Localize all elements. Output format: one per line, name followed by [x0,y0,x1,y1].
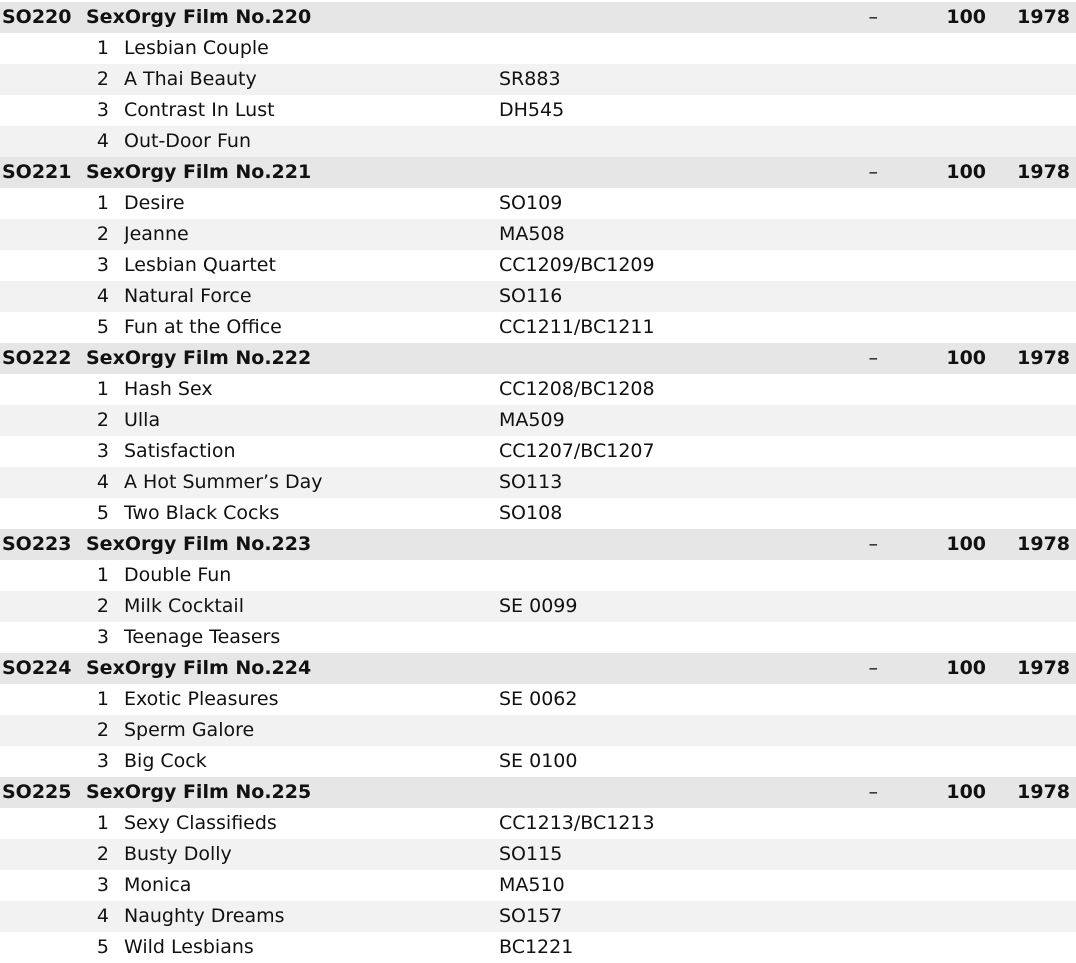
scene-code-spacer [0,808,86,839]
film-row [0,529,1076,560]
scene-code-spacer [0,312,86,343]
scene-reference: CC1213/BC1213 [499,812,655,834]
scene-code-spacer [0,126,86,157]
scene-spacer-minutes [886,33,986,64]
scene-spacer-dash [834,560,886,591]
scene-reference: SO113 [499,467,834,498]
scene-spacer-minutes [886,467,986,498]
scene-title: Big Cock [124,750,207,772]
scene-spacer-year [986,188,1076,219]
scene-spacer-minutes [886,932,986,963]
scene-row [0,312,1076,343]
scene-code-spacer [0,95,86,126]
scene-reference [499,560,834,591]
scene-reference: DH545 [499,99,565,121]
scene-reference: SE 0100 [499,750,578,772]
film-year: 1978 [986,2,1076,33]
scene-spacer-minutes [886,126,986,157]
film-dash: – [834,777,886,808]
scene-row [0,95,1076,126]
scene-spacer-dash [834,374,886,405]
scene-row [0,467,1076,498]
scene-title: Hash Sex [124,378,213,400]
scene-title: Monica [124,874,192,896]
scene-spacer-year [986,591,1076,622]
scene-code-spacer [0,684,86,715]
scene-spacer-dash [834,808,886,839]
scene-code-spacer [0,250,86,281]
scene-row [0,374,1076,405]
film-minutes: 100 [886,777,986,808]
film-code: SO223 [0,529,86,560]
scene-number: 2 [86,219,124,250]
scene-title: Satisfaction [124,440,236,462]
scene-row [0,808,1076,839]
film-row [0,653,1076,684]
film-year: 1978 [986,529,1076,560]
film-code: SO224 [0,653,86,684]
scene-spacer-dash [834,33,886,64]
scene-number: 2 [86,715,124,746]
scene-spacer-minutes [886,622,986,653]
film-row [0,343,1076,374]
scene-number: 1 [96,688,109,710]
scene-code-spacer [0,219,86,250]
scene-reference [499,622,834,653]
scene-reference: MA508 [499,219,834,250]
scene-spacer-year [986,436,1076,467]
film-dash: – [834,529,886,560]
scene-spacer-year [986,95,1076,126]
film-code: SO220 [0,2,86,33]
scene-reference [499,33,834,64]
scene-reference: BC1221 [499,936,574,958]
scene-code-spacer [0,498,86,529]
scene-spacer-minutes [886,870,986,901]
scene-spacer-minutes [886,901,986,932]
film-year: 1978 [986,343,1076,374]
film-row [0,157,1076,188]
scene-spacer-minutes [886,405,986,436]
film-minutes: 100 [886,653,986,684]
film-minutes: 100 [886,343,986,374]
scene-spacer-year [986,932,1076,963]
scene-row [0,901,1076,932]
scene-spacer-year [986,281,1076,312]
scene-title: Lesbian Quartet [124,254,276,276]
scene-spacer-minutes [886,188,986,219]
scene-reference: MA510 [499,874,565,896]
scene-spacer-dash [834,312,886,343]
film-title: SexOrgy Film No.225 [86,777,834,808]
scene-spacer-year [986,808,1076,839]
film-code: SO225 [0,777,86,808]
scene-spacer-minutes [886,591,986,622]
film-minutes: 100 [886,2,986,33]
scene-spacer-dash [834,219,886,250]
film-dash: – [834,343,886,374]
scene-number: 4 [86,281,124,312]
scene-spacer-minutes [886,312,986,343]
film-title: SexOrgy Film No.221 [86,157,834,188]
scene-reference: CC1211/BC1211 [499,316,655,338]
scene-spacer-year [986,870,1076,901]
scene-spacer-dash [834,746,886,777]
scene-code-spacer [0,374,86,405]
scene-title: Wild Lesbians [124,936,254,958]
scene-reference: CC1208/BC1208 [499,378,655,400]
scene-title: Sperm Galore [124,715,499,746]
scene-spacer-dash [834,64,886,95]
scene-row [0,436,1076,467]
scene-spacer-minutes [886,281,986,312]
scene-number: 3 [96,626,109,648]
scene-row [0,684,1076,715]
scene-title: Out-Door Fun [124,126,499,157]
scene-spacer-dash [834,715,886,746]
scene-title: Desire [124,192,185,214]
scene-reference: MA509 [499,405,834,436]
scene-number: 1 [96,192,109,214]
scene-spacer-dash [834,405,886,436]
scene-row [0,498,1076,529]
scene-title: Milk Cocktail [124,591,499,622]
scene-reference [499,715,834,746]
scene-spacer-year [986,126,1076,157]
film-title: SexOrgy Film No.224 [86,653,834,684]
scene-code-spacer [0,467,86,498]
scene-spacer-year [986,560,1076,591]
scene-spacer-year [986,374,1076,405]
scene-number: 2 [86,64,124,95]
scene-spacer-year [986,839,1076,870]
scene-number: 4 [86,126,124,157]
scene-row [0,405,1076,436]
film-code: SO221 [0,157,86,188]
scene-reference: SE 0099 [499,591,834,622]
scene-spacer-year [986,467,1076,498]
scene-spacer-dash [834,591,886,622]
scene-row [0,281,1076,312]
film-catalog-table [0,2,1076,963]
scene-number: 3 [96,254,109,276]
scene-title: Sexy Classifieds [124,812,277,834]
scene-title: Exotic Pleasures [124,688,279,710]
scene-reference: CC1209/BC1209 [499,254,655,276]
film-title: SexOrgy Film No.220 [86,2,834,33]
scene-row [0,64,1076,95]
film-dash: – [834,653,886,684]
scene-row [0,746,1076,777]
scene-spacer-dash [834,436,886,467]
scene-reference: SO115 [499,839,834,870]
scene-spacer-minutes [886,684,986,715]
film-minutes: 100 [886,529,986,560]
scene-title: A Hot Summer’s Day [124,467,499,498]
scene-spacer-minutes [886,746,986,777]
scene-title: Jeanne [124,219,499,250]
scene-code-spacer [0,560,86,591]
scene-spacer-year [986,405,1076,436]
scene-code-spacer [0,839,86,870]
scene-spacer-dash [834,250,886,281]
scene-spacer-dash [834,622,886,653]
scene-number: 5 [96,502,109,524]
scene-number: 5 [96,316,109,338]
scene-spacer-minutes [886,374,986,405]
scene-spacer-dash [834,95,886,126]
scene-spacer-year [986,312,1076,343]
scene-title: Natural Force [124,281,499,312]
scene-title: Ulla [124,405,499,436]
scene-spacer-minutes [886,715,986,746]
scene-row [0,560,1076,591]
scene-spacer-minutes [886,808,986,839]
scene-title: Two Black Cocks [124,502,280,524]
scene-row [0,839,1076,870]
film-row [0,777,1076,808]
scene-row [0,33,1076,64]
scene-spacer-minutes [886,219,986,250]
scene-code-spacer [0,901,86,932]
scene-spacer-year [986,64,1076,95]
scene-number: 1 [96,812,109,834]
scene-code-spacer [0,405,86,436]
scene-spacer-year [986,219,1076,250]
scene-code-spacer [0,188,86,219]
scene-row [0,715,1076,746]
scene-code-spacer [0,591,86,622]
scene-spacer-year [986,33,1076,64]
scene-title: Contrast In Lust [124,99,275,121]
scene-spacer-year [986,498,1076,529]
scene-reference: SE 0062 [499,688,578,710]
scene-reference: SO108 [499,502,563,524]
scene-row [0,250,1076,281]
scene-title: Busty Dolly [124,839,499,870]
scene-reference: SO157 [499,901,834,932]
scene-row [0,870,1076,901]
scene-code-spacer [0,436,86,467]
scene-code-spacer [0,64,86,95]
scene-number: 1 [96,564,109,586]
film-dash: – [834,157,886,188]
scene-number: 3 [96,440,109,462]
scene-spacer-minutes [886,250,986,281]
scene-title: Fun at the Office [124,316,282,338]
scene-number: 5 [96,936,109,958]
scene-title: Lesbian Couple [124,37,269,59]
scene-number: 2 [86,839,124,870]
scene-spacer-dash [834,839,886,870]
scene-reference: CC1207/BC1207 [499,440,655,462]
scene-code-spacer [0,33,86,64]
scene-row [0,591,1076,622]
scene-spacer-dash [834,188,886,219]
scene-code-spacer [0,746,86,777]
scene-title: Double Fun [124,564,232,586]
scene-spacer-minutes [886,560,986,591]
film-code: SO222 [0,343,86,374]
scene-spacer-year [986,684,1076,715]
scene-row [0,622,1076,653]
film-title: SexOrgy Film No.222 [86,343,834,374]
film-minutes: 100 [886,157,986,188]
scene-spacer-dash [834,498,886,529]
film-row [0,2,1076,33]
scene-code-spacer [0,281,86,312]
scene-code-spacer [0,715,86,746]
scene-spacer-dash [834,126,886,157]
scene-number: 2 [86,591,124,622]
scene-number: 4 [86,901,124,932]
scene-number: 1 [96,37,109,59]
scene-code-spacer [0,932,86,963]
scene-number: 4 [86,467,124,498]
film-year: 1978 [986,777,1076,808]
scene-spacer-year [986,715,1076,746]
scene-title: Naughty Dreams [124,901,499,932]
scene-spacer-dash [834,467,886,498]
scene-row [0,126,1076,157]
scene-code-spacer [0,870,86,901]
scene-spacer-minutes [886,436,986,467]
scene-number: 3 [96,750,109,772]
scene-row [0,188,1076,219]
scene-spacer-minutes [886,839,986,870]
scene-number: 3 [96,99,109,121]
scene-number: 2 [86,405,124,436]
scene-row [0,219,1076,250]
scene-spacer-dash [834,281,886,312]
scene-number: 1 [96,378,109,400]
film-title: SexOrgy Film No.223 [86,529,834,560]
scene-reference: SO109 [499,192,563,214]
scene-spacer-dash [834,901,886,932]
scene-row [0,932,1076,963]
scene-spacer-minutes [886,498,986,529]
film-dash: – [834,2,886,33]
film-year: 1978 [986,653,1076,684]
scene-spacer-year [986,250,1076,281]
scene-reference [499,126,834,157]
scene-spacer-dash [834,932,886,963]
film-year: 1978 [986,157,1076,188]
scene-reference: SO116 [499,281,834,312]
scene-reference: SR883 [499,64,834,95]
film-catalog-body [0,2,1076,963]
scene-title: Teenage Teasers [124,626,281,648]
scene-spacer-minutes [886,95,986,126]
scene-code-spacer [0,622,86,653]
scene-spacer-year [986,746,1076,777]
scene-spacer-dash [834,684,886,715]
scene-spacer-minutes [886,64,986,95]
scene-title: A Thai Beauty [124,64,499,95]
scene-spacer-year [986,901,1076,932]
scene-spacer-year [986,622,1076,653]
scene-number: 3 [96,874,109,896]
scene-spacer-dash [834,870,886,901]
